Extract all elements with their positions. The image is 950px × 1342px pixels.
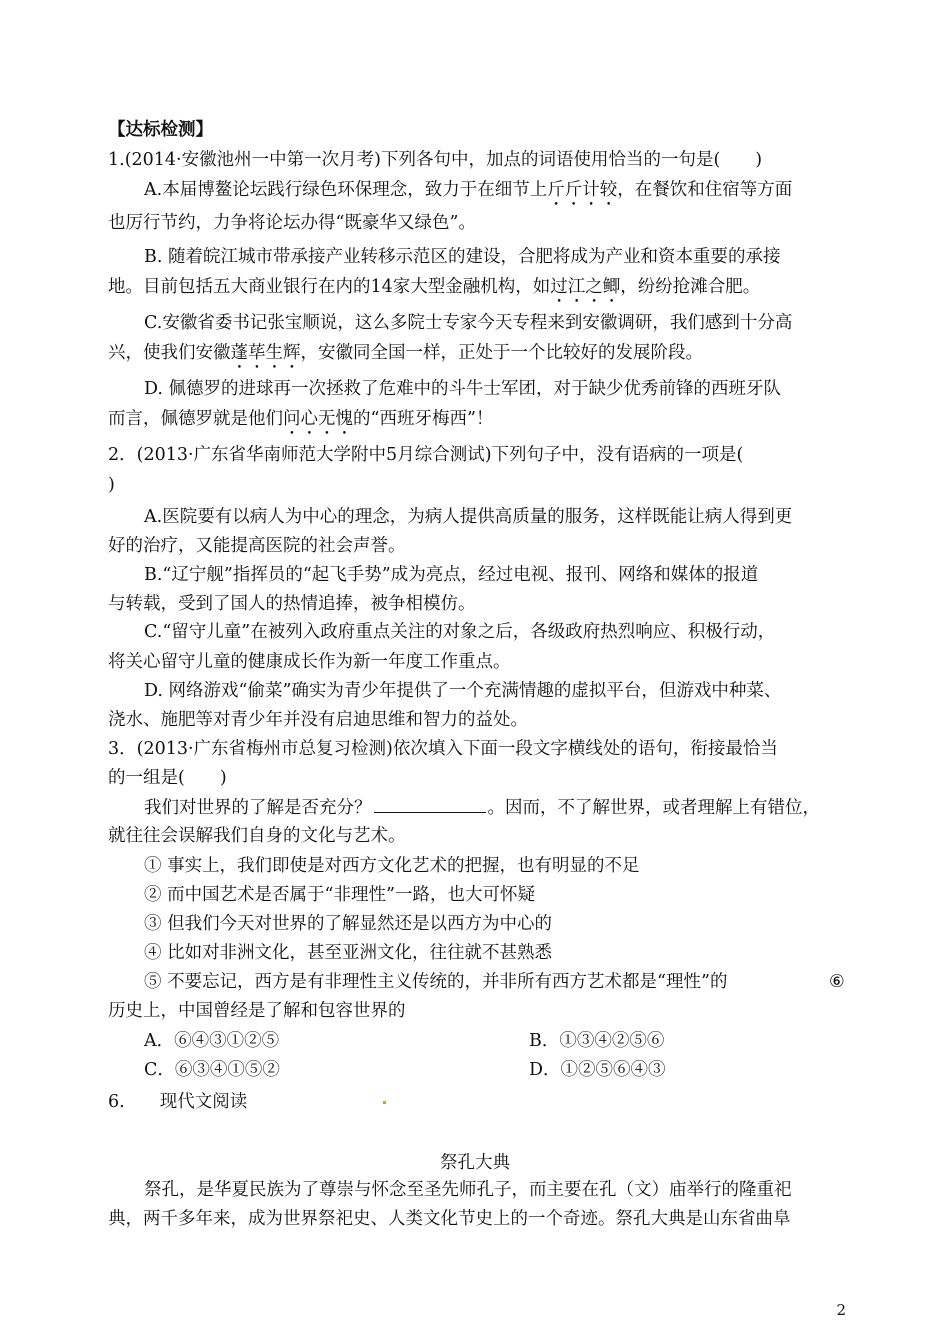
section-6-heading: 6. 现代文阅读	[108, 1092, 248, 1112]
q1-option-b-line1: B. 随着皖江城市带承接产业转移示范区的建设，合肥将成为产业和资本重要的承接	[144, 247, 781, 267]
q2-option-d-line1: D. 网络游戏“偷菜”确实为青少年提供了一个充满情趣的虚拟平台，但游戏中种菜、	[144, 681, 782, 701]
q2-option-d-line2: 浇水、施肥等对青少年并没有启迪思维和智力的益处。	[108, 710, 528, 730]
q3-sentence-3: ③ 但我们今天对世界的了解显然还是以西方为中心的	[144, 914, 553, 934]
dotted-phrase: 问心无愧	[283, 409, 353, 429]
dotted-phrase: 蓬荜生辉	[230, 343, 301, 363]
article-paragraph-line2: 典，两千多年来，成为世界祭祀史、人类文化节史上的一个奇迹。祭孔大典是山东省曲阜	[108, 1209, 791, 1229]
article-title: 祭孔大典	[440, 1153, 510, 1173]
stray-mark	[383, 1101, 386, 1104]
q2-stem-line1: 2．(2013·广东省华南师范大学附中5月综合测试)下列句子中，没有语病的一项是(	[108, 445, 744, 465]
q3-option-c: C．⑥③④①⑤②	[144, 1060, 280, 1080]
q1-option-a-line1: A.本届博鳌论坛践行绿色环保理念，致力于在细节上斤斤计较，在餐饮和住宿等方面	[144, 180, 793, 200]
page-number: 2	[836, 1301, 846, 1319]
q3-option-d: D．①②⑤⑥④③	[529, 1060, 666, 1080]
article-paragraph-line1: 祭孔，是华夏民族为了尊崇与怀念至圣先师孔子，而主要在孔（文）庙举行的隆重祀	[144, 1180, 792, 1200]
q2-option-c-line2: 将关心留守儿童的健康成长作为新一年度工作重点。	[108, 652, 511, 672]
q1-option-d-line1: D. 佩德罗的进球再一次拯救了危难中的斗牛士军团，对于缺少优秀前锋的西班牙队	[144, 379, 782, 399]
q1-option-b-line2: 地。目前包括五大商业银行在内的14家大型金融机构，如过江之鲫，纷纷抢滩合肥。	[108, 277, 761, 297]
section-header: 【达标检测】	[108, 120, 213, 140]
q2-stem-line2: )	[108, 475, 115, 495]
q2-option-a-line1: A.医院要有以病人为中心的理念，为病人提供高质量的服务，这样既能让病人得到更	[144, 507, 793, 527]
q3-sentence-5: ⑤ 不要忘记，西方是有非理性主义传统的，并非所有西方艺术都是“理性”的	[144, 972, 728, 992]
q1-option-d-line2: 而言，佩德罗就是他们问心无愧的“西班牙梅西”！	[108, 409, 494, 429]
q1-option-c-line2: 兴，使我们安徽蓬荜生辉，安徽同全国一样，正处于一个比较好的发展阶段。	[108, 343, 703, 363]
q3-sentence-1: ① 事实上，我们即使是对西方文化艺术的把握，也有明显的不足	[144, 856, 640, 876]
q1-stem: 1.(2014·安徽池州一中第一次月考)下列各句中，加点的词语使用恰当的一句是( )	[108, 150, 763, 170]
dotted-phrase: 过江之鲫	[550, 277, 621, 297]
q3-stem-line2: 的一组是( )	[108, 768, 227, 788]
q3-sentence-6-number: ⑥	[829, 972, 845, 992]
q3-stem-line1: 3．(2013·广东省梅州市总复习检测)依次填入下面一段文字横线处的语句，衔接最恰当	[108, 739, 778, 759]
q1-option-a-line2: 也厉行节约，力争将论坛办得“既豪华又绿色”。	[108, 213, 476, 233]
q3-sentence-6: 历史上，中国曾经是了解和包容世界的	[108, 1001, 406, 1021]
q3-option-a: A．⑥④③①②⑤	[144, 1031, 280, 1051]
dotted-phrase: 斤斤计较	[547, 180, 618, 200]
q3-passage-line1: 我们对世界的了解是否充分？ 。因而，不了解世界，或者理解上有错位，	[144, 795, 820, 820]
q3-sentence-4: ④ 比如对非洲文化，甚至亚洲文化，往往就不甚熟悉	[144, 943, 553, 963]
q3-option-b: B．①③④②⑤⑥	[529, 1031, 665, 1051]
q2-option-b-line1: B.“辽宁舰”指挥员的“起飞手势”成为亮点，经过电视、报刊、网络和媒体的报道	[144, 565, 759, 585]
q3-sentence-2: ② 而中国艺术是否属于“非理性”一路，也大可怀疑	[144, 885, 535, 905]
q2-option-c-line1: C.“留守儿童”在被列入政府重点关注的对象之后，各级政府热烈响应、积极行动，	[144, 622, 776, 642]
q1-option-c-line1: C.安徽省委书记张宝顺说，这么多院士专家今天专程来到安徽调研，我们感到十分高	[144, 313, 793, 333]
q2-option-b-line2: 与转载，受到了国人的热情追捧，被争相模仿。	[108, 594, 476, 614]
q3-passage-line2: 就往往会误解我们自身的文化与艺术。	[108, 826, 406, 846]
q2-option-a-line2: 好的治疗，又能提高医院的社会声誉。	[108, 536, 406, 556]
fill-in-blank	[374, 795, 486, 813]
